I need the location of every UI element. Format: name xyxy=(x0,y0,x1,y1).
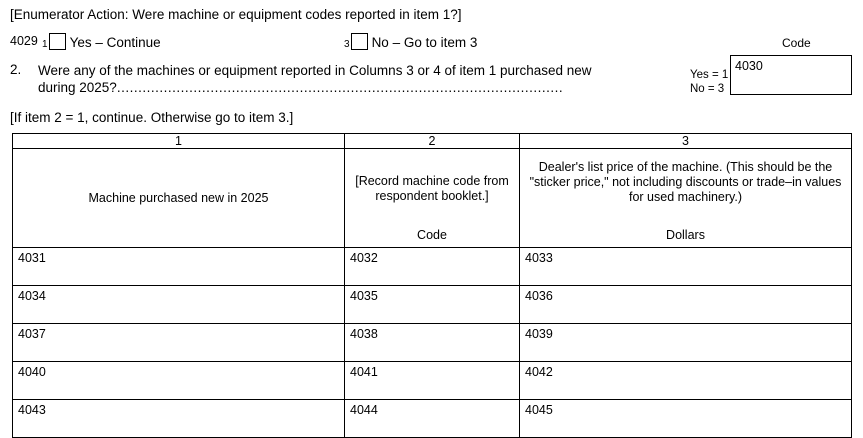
table-row xyxy=(13,286,852,324)
table-cell[interactable] xyxy=(520,248,852,286)
table-header-row xyxy=(13,149,852,248)
code-box-number: 4030 xyxy=(735,59,763,73)
yes-no-checkbox-row xyxy=(10,33,710,55)
table-row xyxy=(13,248,852,286)
yes-option-marker: 1 xyxy=(42,39,48,50)
no-option-label: No – Go to item 3 xyxy=(371,35,478,50)
table-cell[interactable] xyxy=(13,324,345,362)
cell-code: 4032 xyxy=(350,251,378,265)
column-header-3-unit: Dollars xyxy=(666,228,705,242)
cell-code: 4035 xyxy=(350,289,378,303)
question-2-line1: Were any of the machines or equipment reported in Columns 3 or 4 of item 1 purchased new xyxy=(38,63,592,78)
table-cell[interactable] xyxy=(13,286,345,324)
cell-code: 4031 xyxy=(18,251,46,265)
table-cell[interactable] xyxy=(520,324,852,362)
cell-code: 4038 xyxy=(350,327,378,341)
table-cell[interactable] xyxy=(13,362,345,400)
column-number-2: 2 xyxy=(345,134,520,149)
column-number-1: 1 xyxy=(13,134,345,149)
yes-checkbox[interactable] xyxy=(49,33,66,50)
cell-code: 4041 xyxy=(350,365,378,379)
table-cell[interactable] xyxy=(345,324,520,362)
enumerator-action-note: [Enumerator Action: Were machine or equipment codes reported in item 1?] xyxy=(10,7,462,22)
cell-code: 4040 xyxy=(18,365,46,379)
table-row xyxy=(13,362,852,400)
item-code-4029: 4029 xyxy=(10,34,38,48)
no-option-marker: 3 xyxy=(344,39,350,50)
cell-code: 4045 xyxy=(525,403,553,417)
column-header-2-title: [Record machine code from respondent booklet.] xyxy=(355,174,509,203)
table-cell[interactable] xyxy=(520,362,852,400)
no-option[interactable] xyxy=(344,33,477,50)
cell-code: 4043 xyxy=(18,403,46,417)
code-column-label: Code xyxy=(782,36,811,50)
table-cell[interactable] xyxy=(345,286,520,324)
no-checkbox[interactable] xyxy=(351,33,368,50)
question-2-code-box[interactable] xyxy=(730,55,852,95)
if-item-2-note: [If item 2 = 1, continue. Otherwise go to item 3.] xyxy=(10,110,294,125)
table-column-number-row xyxy=(13,134,852,149)
question-2-number: 2. xyxy=(10,62,22,77)
column-header-1-title: Machine purchased new in 2025 xyxy=(88,191,269,205)
yes-option[interactable] xyxy=(42,33,161,50)
cell-code: 4042 xyxy=(525,365,553,379)
question-2-answer-key xyxy=(690,68,728,96)
question-2-leader-dots: ......................................................................................................... xyxy=(116,80,564,95)
column-header-3 xyxy=(520,149,852,248)
table-row xyxy=(13,324,852,362)
cell-code: 4044 xyxy=(350,403,378,417)
key-no: No = 3 xyxy=(690,83,725,95)
table-cell[interactable] xyxy=(345,248,520,286)
cell-code: 4034 xyxy=(18,289,46,303)
column-header-2-unit: Code xyxy=(417,228,447,242)
machines-purchased-table xyxy=(12,133,852,438)
cell-code: 4039 xyxy=(525,327,553,341)
column-header-2 xyxy=(345,149,520,248)
question-2-line2: during 2025? xyxy=(38,80,117,95)
yes-option-label: Yes – Continue xyxy=(69,35,161,50)
column-header-3-title: Dealer's list price of the machine. (This should be the "sticker price," not including discounts or trade–in values for used machinery.) xyxy=(529,160,842,204)
cell-code: 4033 xyxy=(525,251,553,265)
cell-code: 4036 xyxy=(525,289,553,303)
column-number-3: 3 xyxy=(520,134,852,149)
cell-code: 4037 xyxy=(18,327,46,341)
table-cell[interactable] xyxy=(520,286,852,324)
table-cell[interactable] xyxy=(13,248,345,286)
column-header-1 xyxy=(13,149,345,248)
key-yes: Yes = 1 xyxy=(690,69,729,81)
table-cell[interactable] xyxy=(345,362,520,400)
question-2-text xyxy=(38,62,688,96)
